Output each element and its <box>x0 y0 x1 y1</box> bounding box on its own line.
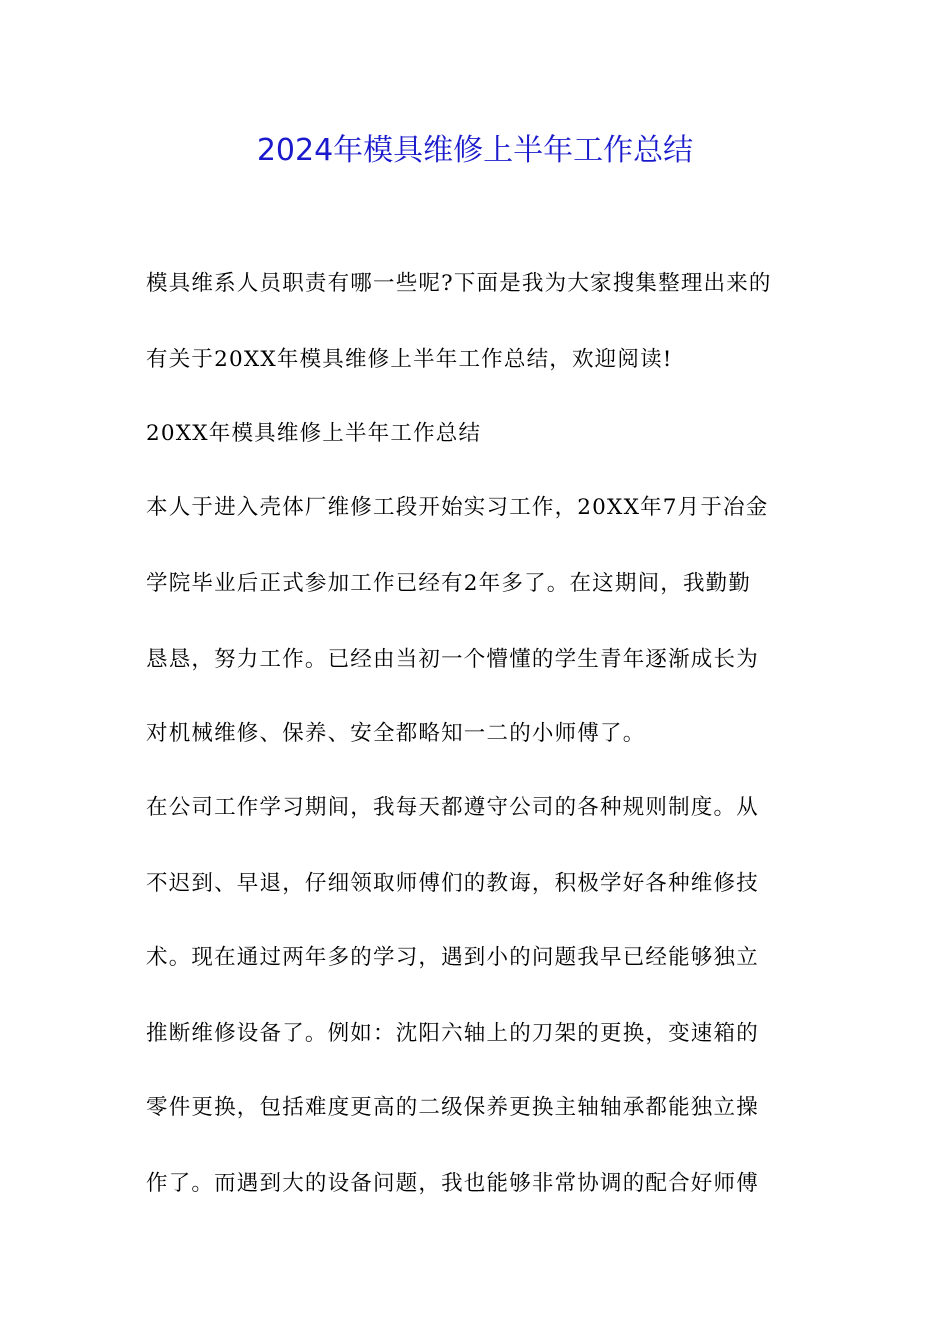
paragraph-line: 在公司工作学习期间，我每天都遵守公司的各种规则制度。从 <box>146 795 759 820</box>
paragraph-line: 对机械维修、保养、安全都略知一二的小师傅了。 <box>146 721 646 746</box>
paragraph-line: 术。现在通过两年多的学习，遇到小的问题我早已经能够独立 <box>146 945 759 970</box>
paragraph-line: 零件更换，包括难度更高的二级保养更换主轴轴承都能独立操 <box>146 1095 759 1120</box>
paragraph-line: 推断维修设备了。例如：沈阳六轴上的刀架的更换，变速箱的 <box>146 1021 759 1046</box>
paragraph-line: 有关于20XX年模具维修上半年工作总结，欢迎阅读! <box>146 347 673 372</box>
document-title: 2024年模具维修上半年工作总结 <box>256 133 694 168</box>
paragraph-line: 恳恳，努力工作。已经由当初一个懵懂的学生青年逐渐成长为 <box>146 647 759 672</box>
paragraph-line: 本人于进入壳体厂维修工段开始实习工作，20XX年7月于冶金 <box>146 495 769 520</box>
section-heading: 20XX年模具维修上半年工作总结 <box>146 421 482 446</box>
paragraph-line: 作了。而遇到大的设备问题，我也能够非常协调的配合好师傅 <box>146 1171 759 1196</box>
paragraph-line: 学院毕业后正式参加工作已经有2年多了。在这期间，我勤勤 <box>146 571 752 596</box>
paragraph-line: 模具维系人员职责有哪一些呢?下面是我为大家搜集整理出来的 <box>146 271 772 296</box>
paragraph-line: 不迟到、早退，仔细领取师傅们的教诲，积极学好各种维修技 <box>146 871 759 896</box>
